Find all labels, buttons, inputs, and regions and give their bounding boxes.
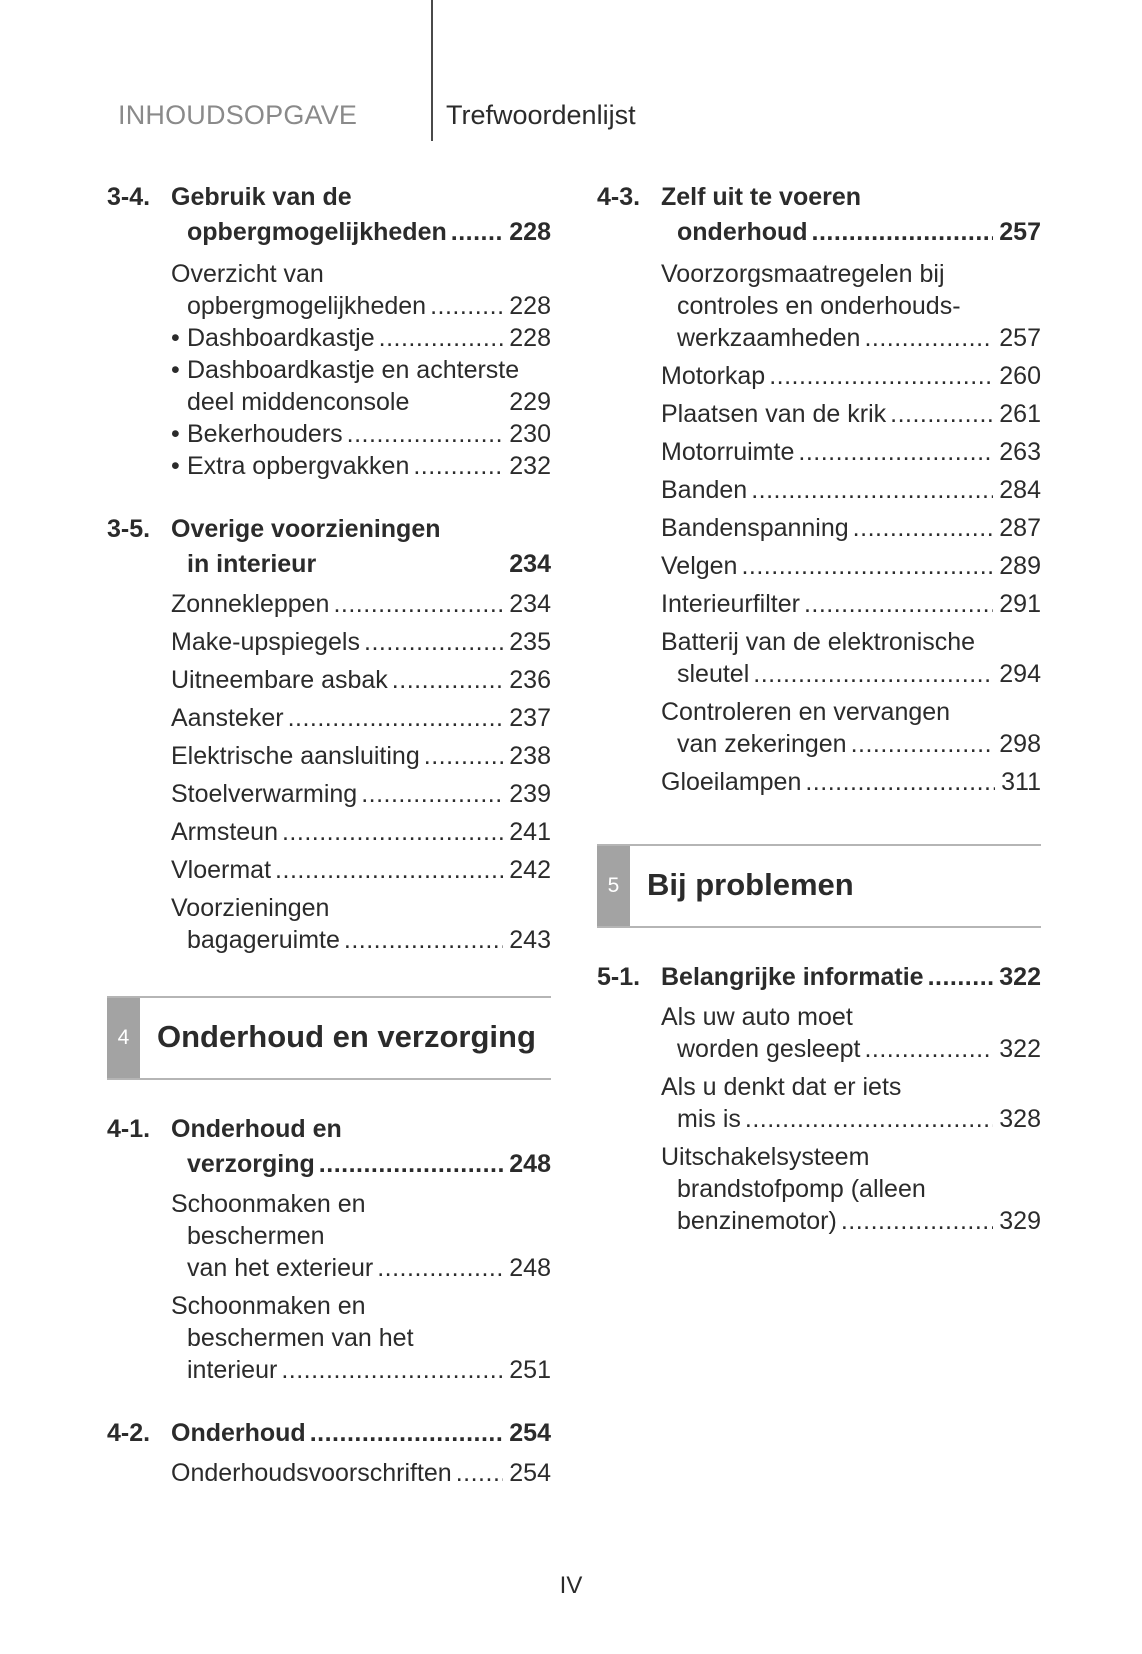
bullet-icon: • (171, 452, 180, 480)
section-4-1[interactable] (107, 1112, 551, 1182)
page-number: IV (559, 1572, 583, 1599)
toc-entry[interactable]: Controleren en vervangen van zekeringen ..... 298 (661, 696, 1041, 760)
toc-entry[interactable]: Als uw auto moet worden gesleept ..... 322 (661, 1001, 1041, 1065)
section-title: Onderhoud (171, 1419, 306, 1447)
left-column (107, 180, 551, 1489)
toc-entry[interactable]: Batterij van de elektronische sleutel ..... 294 (661, 626, 1041, 690)
bullet-icon: • (171, 420, 180, 448)
section-3-5[interactable] (107, 512, 551, 582)
toc-entry[interactable]: Elektrische aansluiting ..... 238 (171, 740, 551, 772)
toc-bullet-entry[interactable]: • Dashboardkastje ..... 228 (171, 322, 551, 354)
section-title-line1: Onderhoud en (171, 1115, 342, 1143)
section-3-4[interactable] (107, 180, 551, 250)
section-title-line1: Gebruik van de (171, 183, 352, 211)
section-4-3[interactable] (597, 180, 1041, 250)
toc-bullet-entry[interactable]: • Extra opbergvakken ..... 232 (171, 450, 551, 482)
section-title-line2: verzorging (187, 1150, 315, 1178)
section-page: 322 (999, 963, 1041, 991)
section-number: 4-2. (107, 1419, 151, 1447)
section-page: 254 (509, 1419, 551, 1447)
section-title-line1: Overige voorzieningen (171, 515, 441, 543)
toc-entry[interactable]: Vloermat ..... 242 (171, 854, 551, 886)
chapter-title: Bij problemen (647, 867, 854, 902)
toc-entry[interactable]: Bandenspanning ..... 287 (661, 512, 1041, 544)
toc-bullet-entry[interactable]: • Bekerhouders ..... 230 (171, 418, 551, 450)
toc-entry[interactable]: Zonnekleppen ..... 234 (171, 588, 551, 620)
chapter-5-banner[interactable] (597, 844, 1041, 928)
toc-entry[interactable]: Schoonmaken en beschermen van het exterieur ..... 248 (171, 1188, 551, 1284)
toc-entry[interactable]: Stoelverwarming ..... 239 (171, 778, 551, 810)
section-number: 4-1. (107, 1115, 151, 1143)
toc-entry[interactable]: Velgen ..... 289 (661, 550, 1041, 582)
toc-entry[interactable]: Voorzorgsmaatregelen bij controles en onderhouds- werkzaamheden ..... 257 (661, 258, 1041, 354)
section-page: 248 (509, 1150, 551, 1178)
chapter-title: Onderhoud en verzorging (157, 1019, 536, 1054)
section-5-1[interactable] (597, 960, 1041, 995)
toc-entry[interactable]: Plaatsen van de krik ..... 261 (661, 398, 1041, 430)
section-number: 5-1. (597, 963, 641, 991)
section-page: 257 (999, 218, 1041, 246)
section-number: 3-5. (107, 515, 151, 543)
section-page: 234 (509, 550, 551, 578)
bullet-icon: • (171, 324, 180, 352)
chapter-number-tab: 5 (597, 846, 630, 926)
toc-entry[interactable]: Schoonmaken en beschermen van het interieur ..... 251 (171, 1290, 551, 1386)
toc-entry[interactable]: Aansteker ..... 237 (171, 702, 551, 734)
toc-entry[interactable]: Motorruimte ..... 263 (661, 436, 1041, 468)
toc-entry[interactable]: Make-upspiegels ..... 235 (171, 626, 551, 658)
section-number: 3-4. (107, 183, 151, 211)
section-title-line2: onderhoud (677, 218, 808, 246)
toc-entry[interactable]: Voorzieningen bagageruimte ..... 243 (171, 892, 551, 956)
toc-entry[interactable]: Interieurfilter ..... 291 (661, 588, 1041, 620)
toc-entry[interactable]: Motorkap ..... 260 (661, 360, 1041, 392)
section-number: 4-3. (597, 183, 641, 211)
chapter-4-banner[interactable] (107, 996, 551, 1080)
section-4-2[interactable] (107, 1416, 551, 1451)
section-title-line2: in interieur (187, 550, 317, 578)
header-toc-label[interactable]: INHOUDSOPGAVE (118, 100, 358, 130)
toc-entry[interactable]: Gloeilampen ..... 311 (661, 766, 1041, 798)
toc-entry[interactable]: Armsteun ..... 241 (171, 816, 551, 848)
toc-entry[interactable]: Overzicht van opbergmogelijkheden ..... 228 (171, 258, 551, 322)
toc-entry[interactable]: Uitneembare asbak ..... 236 (171, 664, 551, 696)
section-page: 228 (509, 218, 551, 246)
section-title-line2: opbergmogelijkheden (187, 218, 447, 246)
toc-entry[interactable]: Als u denkt dat er iets mis is ..... 328 (661, 1071, 1041, 1135)
section-title: Belangrijke informatie (661, 963, 924, 991)
toc-bullet-entry[interactable]: • Dashboardkastje en achterste deel middenconsole 229 (171, 356, 551, 416)
chapter-number-tab: 4 (107, 998, 140, 1078)
right-column (597, 180, 1041, 1237)
bullet-icon: • (171, 356, 180, 384)
toc-entry[interactable]: Onderhoudsvoorschriften ..... 254 (171, 1457, 551, 1489)
toc-entry[interactable]: Banden ..... 284 (661, 474, 1041, 506)
header-index-label[interactable]: Trefwoordenlijst (446, 100, 636, 130)
section-title-line1: Zelf uit te voeren (661, 183, 862, 211)
header-divider (431, 0, 433, 141)
toc-entry[interactable]: Uitschakelsysteem brandstofpomp (alleen benzinemotor) ..... 329 (661, 1141, 1041, 1237)
